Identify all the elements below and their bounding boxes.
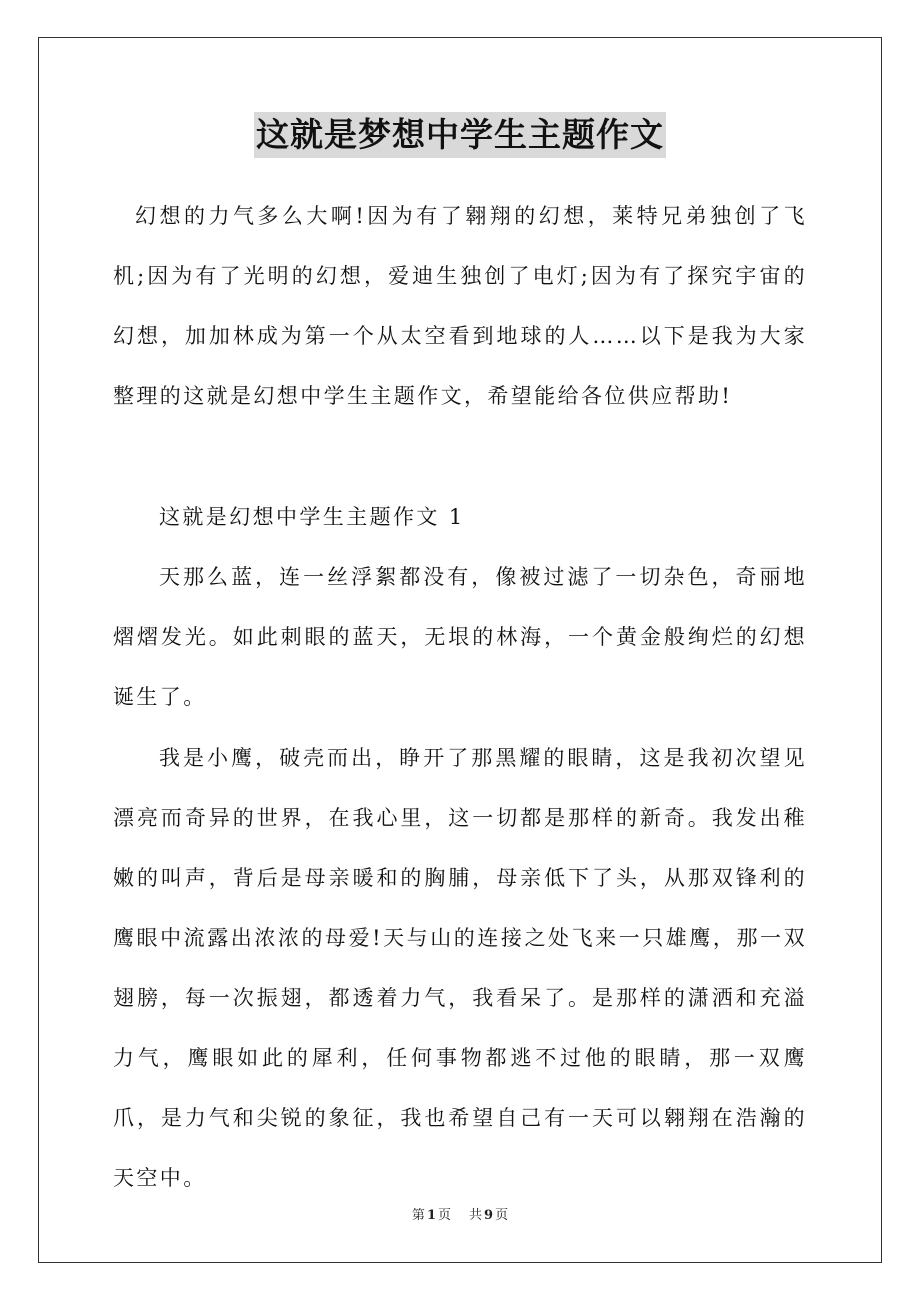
total-suffix: 页 [495, 1208, 509, 1223]
page-footer [0, 1206, 920, 1226]
page-suffix: 页 [437, 1208, 451, 1223]
current-page-number: 1 [426, 1208, 436, 1223]
total-pages-number: 9 [484, 1208, 494, 1223]
title-container [0, 112, 920, 158]
section-heading: 这就是幻想中学生主题作文 1 [159, 505, 465, 529]
body-paragraph-2: 我是小鹰，破壳而出，睁开了那黑耀的眼睛，这是我初次望见漂亮而奇异的世界，在我心里，这一切都是那样的新奇。我发出稚嫩的叫声，背后是母亲暖和的胸脯，母亲低下了头，从那双锋利的鹰眼中流露出浓浓的母爱!天与山的连接之处飞来一只雄鹰，那一双翅膀，每一次振翅，都透着力气，我看呆了。是那样的潇洒和充溢力气，鹰眼如此的犀利，任何事物都逃不过他的眼睛，那一双鹰爪，是力气和尖锐的象征，我也希望自己有一天可以翱翔在浩瀚的天空中。 [113, 746, 807, 1190]
intro-paragraph: 幻想的力气多么大啊!因为有了翱翔的幻想，莱特兄弟独创了飞机;因为有了光明的幻想，爱迪生独创了电灯;因为有了探究宇宙的幻想，加加林成为第一个从太空看到地球的人……以下是我为大家整理的这就是幻想中学生主题作文，希望能给各位供应帮助! [113, 204, 807, 408]
body-paragraph-1: 天那么蓝，连一丝浮絮都没有，像被过滤了一切杂色，奇丽地熠熠发光。如此刺眼的蓝天，无垠的林海，一个黄金般绚烂的幻想诞生了。 [113, 565, 807, 709]
document-title: 这就是梦想中学生主题作文 [254, 112, 666, 158]
total-prefix: 共 [469, 1208, 483, 1223]
page-prefix: 第 [411, 1208, 425, 1223]
